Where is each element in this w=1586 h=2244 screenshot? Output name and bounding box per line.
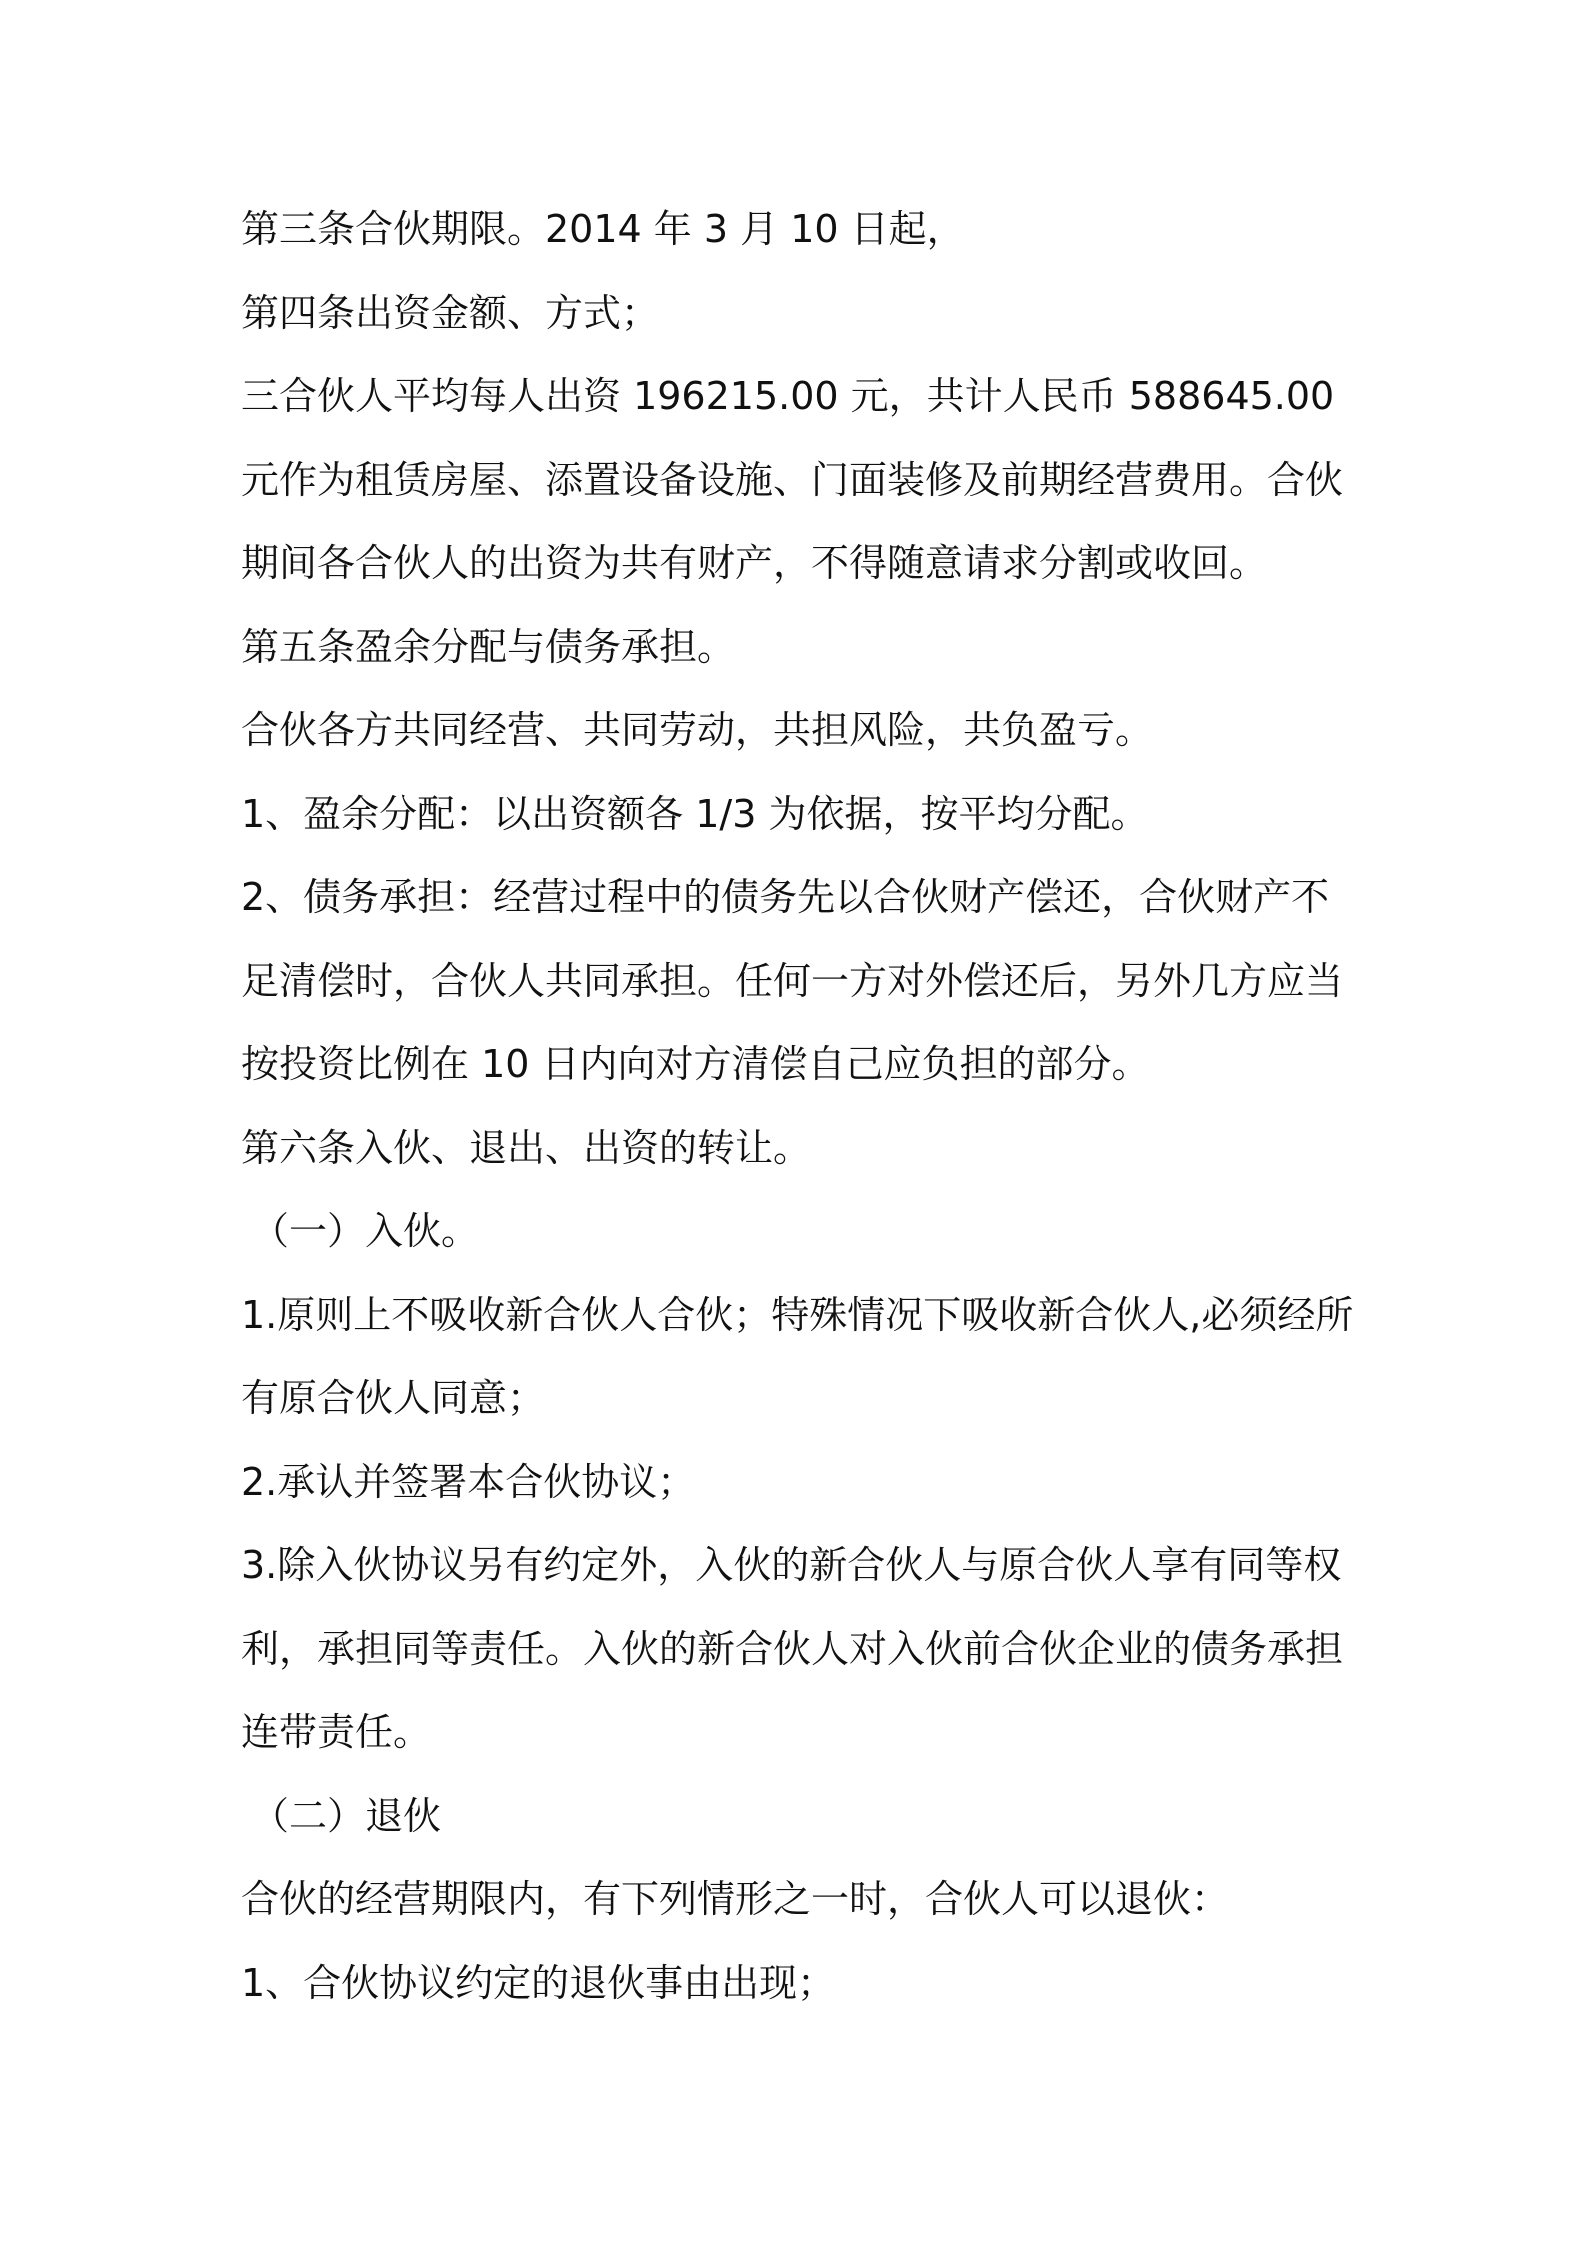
paragraph-admission-rule-1: 1.原则上不吸收新合伙人合伙；特殊情况下吸收新合伙人,必须经所有原合伙人同意；: [241, 1292, 1354, 1420]
paragraph-withdrawal-condition-1: 1、合伙协议约定的退伙事由出现；: [241, 1960, 836, 2005]
paragraph-shared-operation: 合伙各方共同经营、共同劳动，共担风险，共负盈亏。: [241, 708, 1154, 752]
paragraph-article-3-term: 第三条合伙期限。2014 年 3 月 10 日起，: [241, 207, 965, 251]
paragraph-admission-rule-2: 2.承认并签署本合伙协议；: [241, 1459, 696, 1504]
paragraph-article-6-heading: 第六条入伙、退出、出资的转让。: [241, 1125, 812, 1170]
paragraph-section-1-admission: （一）入伙。: [251, 1209, 480, 1253]
paragraph-article-5-heading: 第五条盈余分配与债务承担。: [241, 624, 736, 669]
paragraph-withdrawal-conditions: 合伙的经营期限内，有下列情形之一时，合伙人可以退伙：: [241, 1877, 1230, 1921]
paragraph-profit-distribution: 1、盈余分配：以出资额各 1/3 为依据，按平均分配。: [241, 791, 1149, 836]
document-body: [241, 188, 1361, 2025]
paragraph-section-2-withdrawal: （二）退伙: [251, 1793, 442, 1838]
paragraph-article-4-heading: 第四条出资金额、方式；: [241, 290, 660, 335]
paragraph-debt-bearing: 2、债务承担：经营过程中的债务先以合伙财产偿还，合伙财产不足清偿时，合伙人共同承担。任何一方对外偿还后，另外几方应当按投资比例在 10 日内向对方清偿自己应负担的部分。: [241, 875, 1344, 1086]
paragraph-admission-rule-3: 3.除入伙协议另有约定外，入伙的新合伙人与原合伙人享有同等权利，承担同等责任。入伙的新合伙人对入伙前合伙企业的债务承担连带责任。: [241, 1543, 1344, 1754]
paragraph-contribution-amount: 三合伙人平均每人出资 196215.00 元，共计人民币 588645.00 元作为租赁房屋、添置设备设施、门面装修及前期经营费用。合伙期间各合伙人的出资为共有财产，不得随意请求分割或收回。: [241, 374, 1344, 585]
